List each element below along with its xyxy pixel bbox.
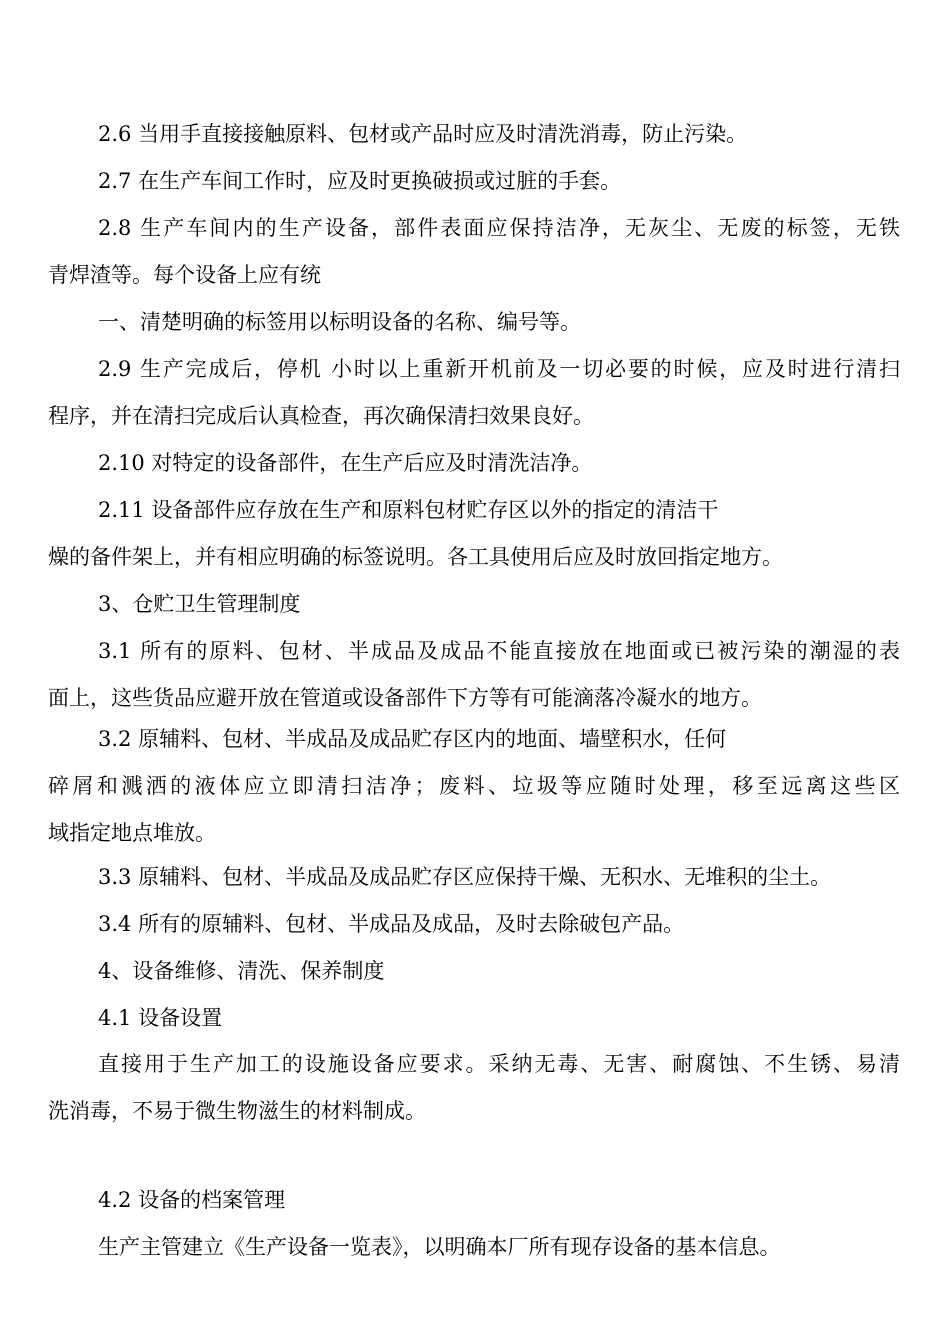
paragraph-2-10: 2.10 对特定的设备部件，在生产后应及时清洗洁净。	[98, 451, 593, 475]
paragraph-2-6: 2.6 当用手直接接触原料、包材或产品时应及时清洗消毒，防止污染。	[98, 122, 748, 146]
subheading-4-1: 4.1 设备设置	[98, 1006, 223, 1030]
paragraph-4-1-line-2: 洗消毒，不易于微生物滋生的材料制成。	[48, 1099, 426, 1123]
paragraph-3-1-line-2: 面上，这些货品应避开放在管道或设备部件下方等有可能滴落冷凝水的地方。	[48, 686, 762, 710]
paragraph-2-7: 2.7 在生产车间工作时，应及时更换破损或过脏的手套。	[98, 169, 622, 193]
paragraph-3-2-line-2: 碎屑和溅洒的液体应立即清扫洁净；废料、垃圾等应随时处理，移至远离这些区	[48, 774, 900, 798]
paragraph-3-3: 3.3 原辅料、包材、半成品及成品贮存区应保持干燥、无积水、无堆积的尘土。	[98, 865, 832, 889]
paragraph-3-2-line-3: 域指定地点堆放。	[48, 821, 216, 845]
paragraph-3-2-line-1: 3.2 原辅料、包材、半成品及成品贮存区内的地面、墙壁积水，任何	[98, 727, 727, 751]
paragraph-2-9-line-2: 程序，并在清扫完成后认真检查，再次确保清扫效果良好。	[48, 404, 594, 428]
paragraph-3-1-line-1: 3.1 所有的原料、包材、半成品及成品不能直接放在地面或已被污染的潮湿的表	[98, 639, 900, 663]
paragraph-2-11-line-1: 2.11 设备部件应存放在生产和原料包材贮存区以外的指定的清洁干	[98, 498, 719, 522]
paragraph-2-8-line-2: 青焊渣等。每个设备上应有统	[48, 263, 321, 287]
paragraph-2-8-line-1: 2.8 生产车间内的生产设备，部件表面应保持洁净，无灰尘、无废的标签，无铁	[98, 216, 900, 240]
subheading-4-2: 4.2 设备的档案管理	[98, 1188, 286, 1212]
paragraph-4-2: 生产主管建立《生产设备一览表》，以明确本厂所有现存设备的基本信息。	[98, 1235, 781, 1259]
section-heading-4: 4、设备维修、清洗、保养制度	[98, 959, 385, 983]
paragraph-3-4: 3.4 所有的原辅料、包材、半成品及成品，及时去除破包产品。	[98, 912, 685, 936]
paragraph-4-1-line-1: 直接用于生产加工的设施设备应要求。采纳无毒、无害、耐腐蚀、不生锈、易清	[98, 1052, 900, 1076]
paragraph-label-requirement: 一、清楚明确的标签用以标明设备的名称、编号等。	[98, 310, 581, 334]
paragraph-2-11-line-2: 燥的备件架上，并有相应明确的标签说明。各工具使用后应及时放回指定地方。	[48, 545, 783, 569]
paragraph-2-9-line-1: 2.9 生产完成后，停机 小时以上重新开机前及一切必要的时候，应及时进行清扫	[98, 357, 900, 381]
section-heading-3: 3、仓贮卫生管理制度	[98, 592, 301, 616]
